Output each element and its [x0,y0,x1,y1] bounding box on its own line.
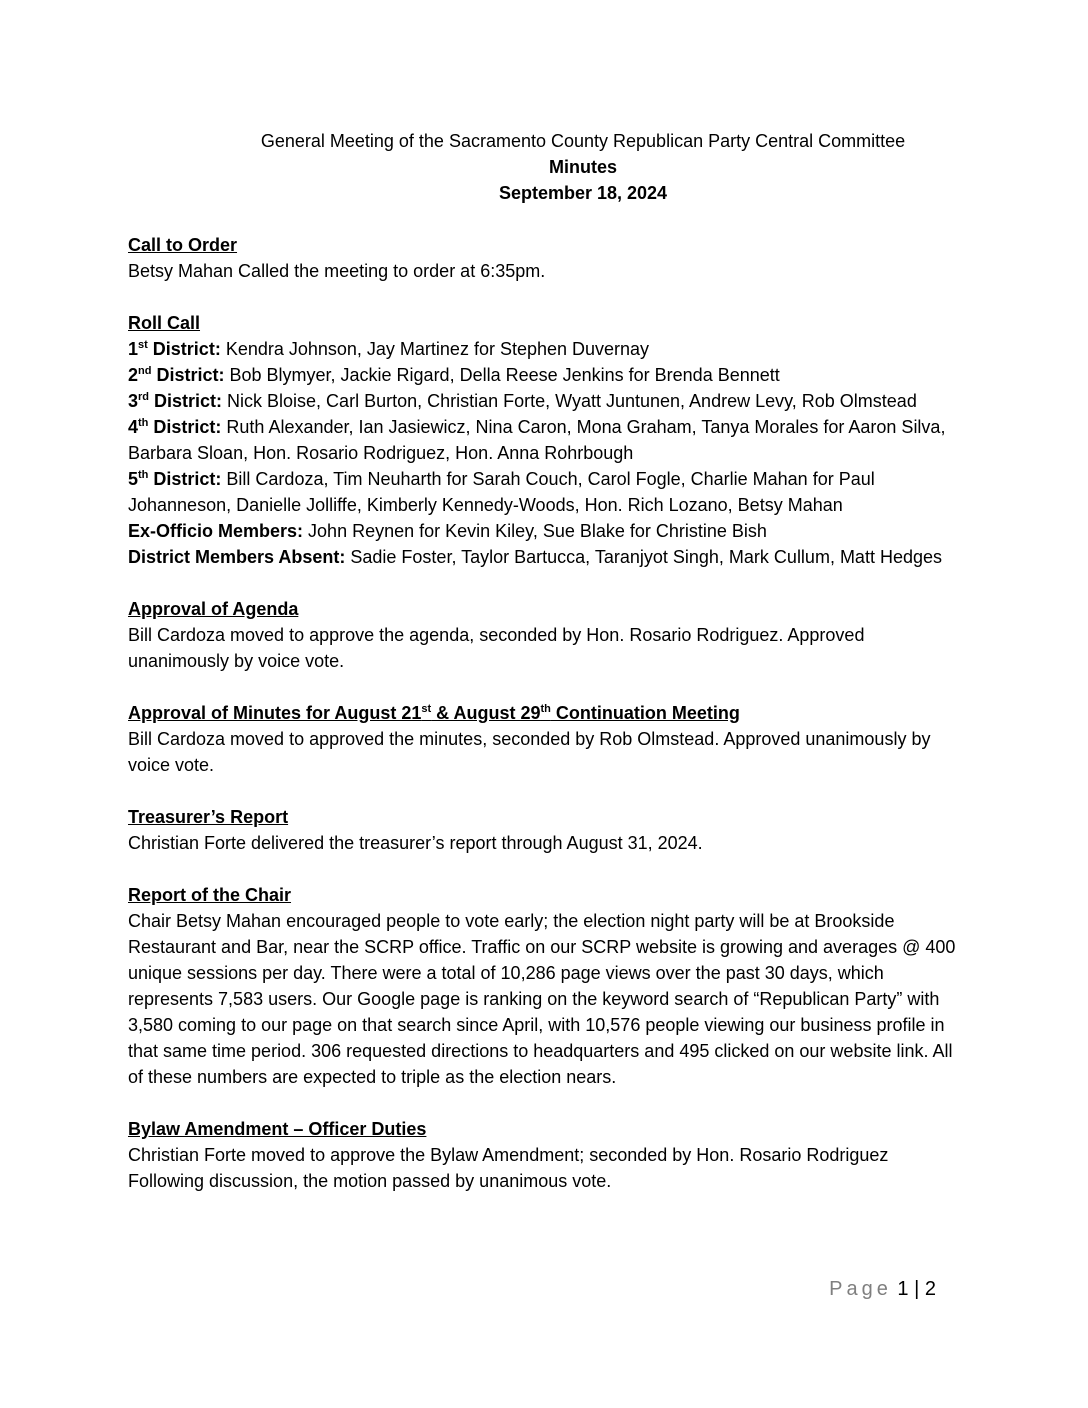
section-text: Chair Betsy Mahan encouraged people to vote early; the election night party will be at Brookside Restaurant and Bar, near the SCRP office. Traffic on our SCRP website is growing and averages @ 400 unique sessions per day. There were a total of 10,286 page views over the past 30 days, which represents 7,583 users. Our Google page is ranking on the keyword search of “Republican Party” with 3,580 coming to our page on that search since April, with 10,576 people viewing our business profile in that same time period. 306 requested directions to headquarters and 495 clicked on our website link. All of these numbers are expected to triple as the election nears. [128,911,956,1087]
section-report-of-the-chair [128,882,958,1090]
section-call-to-order [128,232,958,284]
district-label: District: [148,469,222,489]
page-separator: | [914,1278,920,1300]
district-members: Nick Bloise, Carl Burton, Christian Forte, Wyatt Juntunen, Andrew Levy, Rob Olmstead [222,391,917,411]
district-number: 2 [128,365,139,385]
heading-part: Continuation Meeting [550,703,740,723]
heading-ordinal: th [540,703,551,715]
district-number: 5 [128,469,139,489]
section-text: Bill Cardoza moved to approve the agenda, seconded by Hon. Rosario Rodriguez. Approved unanimously by voice vote. [128,625,865,671]
absent-members: Sadie Foster, Taylor Bartucca, Taranjyot Singh, Mark Cullum, Matt Hedges [345,547,942,567]
section-heading [128,700,958,726]
section-heading: Report of the Chair [128,885,292,905]
page-word: Page [829,1278,892,1300]
page-footer [829,1278,936,1301]
section-heading: Treasurer’s Report [128,807,289,827]
section-roll-call [128,310,958,570]
section-heading: Call to Order [128,235,238,255]
ex-officio-members: John Reynen for Kevin Kiley, Sue Blake for Christine Bish [303,521,767,541]
ex-officio-label: Ex-Officio Members: [128,521,304,541]
roll-call-row-district-3 [128,388,958,414]
district-label: District: [148,417,222,437]
meeting-date: September 18, 2024 [498,183,668,203]
district-number: 3 [128,391,139,411]
section-approval-of-minutes [128,700,958,778]
page-current: 1 [897,1278,909,1300]
district-number: 4 [128,417,139,437]
document-subtitle: Minutes [548,157,617,177]
district-ordinal: st [138,339,148,351]
roll-call-row-ex-officio [128,518,958,544]
section-heading: Approval of Agenda [128,599,299,619]
heading-part: & August 29 [431,703,541,723]
district-members: Ruth Alexander, Ian Jasiewicz, Nina Caron, Mona Graham, Tanya Morales for Aaron Silva, Barbara Sloan, Hon. Rosario Rodriguez, Hon. Anna Rohrbough [128,417,946,463]
district-label: District: [151,365,225,385]
heading-ordinal: st [421,703,432,715]
section-text: Betsy Mahan Called the meeting to order at 6:35pm. [128,261,546,281]
section-approval-of-agenda [128,596,958,674]
roll-call-row-district-4 [128,414,958,466]
meeting-title: General Meeting of the Sacramento County Republican Party Central Committee [260,131,906,151]
district-number: 1 [128,339,139,359]
document-header [118,128,1048,206]
section-heading: Bylaw Amendment – Officer Duties [128,1119,427,1139]
roll-call-row-district-5 [128,466,958,518]
section-text: Bill Cardoza moved to approved the minutes, seconded by Rob Olmstead. Approved unanimously by voice vote. [128,729,931,775]
heading-part: Approval of Minutes for August 21 [128,703,422,723]
district-members: Bob Blymyer, Jackie Rigard, Della Reese Jenkins for Brenda Bennett [224,365,780,385]
roll-call-row-absent [128,544,958,570]
roll-call-row-district-1 [128,336,958,362]
section-text: Christian Forte delivered the treasurer’s report through August 31, 2024. [128,833,703,853]
absent-label: District Members Absent: [128,547,346,567]
district-label: District: [147,339,221,359]
district-ordinal: th [138,469,149,481]
roll-call-row-district-2 [128,362,958,388]
district-label: District: [149,391,223,411]
section-bylaw-amendment [128,1116,958,1194]
section-heading: Roll Call [128,313,201,333]
section-text: Christian Forte moved to approve the Bylaw Amendment; seconded by Hon. Rosario Rodriguez Following discussion, the motion passed by unanimous vote. [128,1145,889,1191]
district-ordinal: th [138,417,149,429]
district-ordinal: nd [138,365,152,377]
district-members: Bill Cardoza, Tim Neuharth for Sarah Couch, Carol Fogle, Charlie Mahan for Paul Johanneson, Danielle Jolliffe, Kimberly Kennedy-Woods, Hon. Rich Lozano, Betsy Mahan [128,469,875,515]
section-treasurers-report [128,804,958,856]
document-page [128,128,958,1194]
district-members: Kendra Johnson, Jay Martinez for Stephen Duvernay [220,339,650,359]
district-ordinal: rd [138,391,150,403]
page-total: 2 [924,1278,936,1300]
